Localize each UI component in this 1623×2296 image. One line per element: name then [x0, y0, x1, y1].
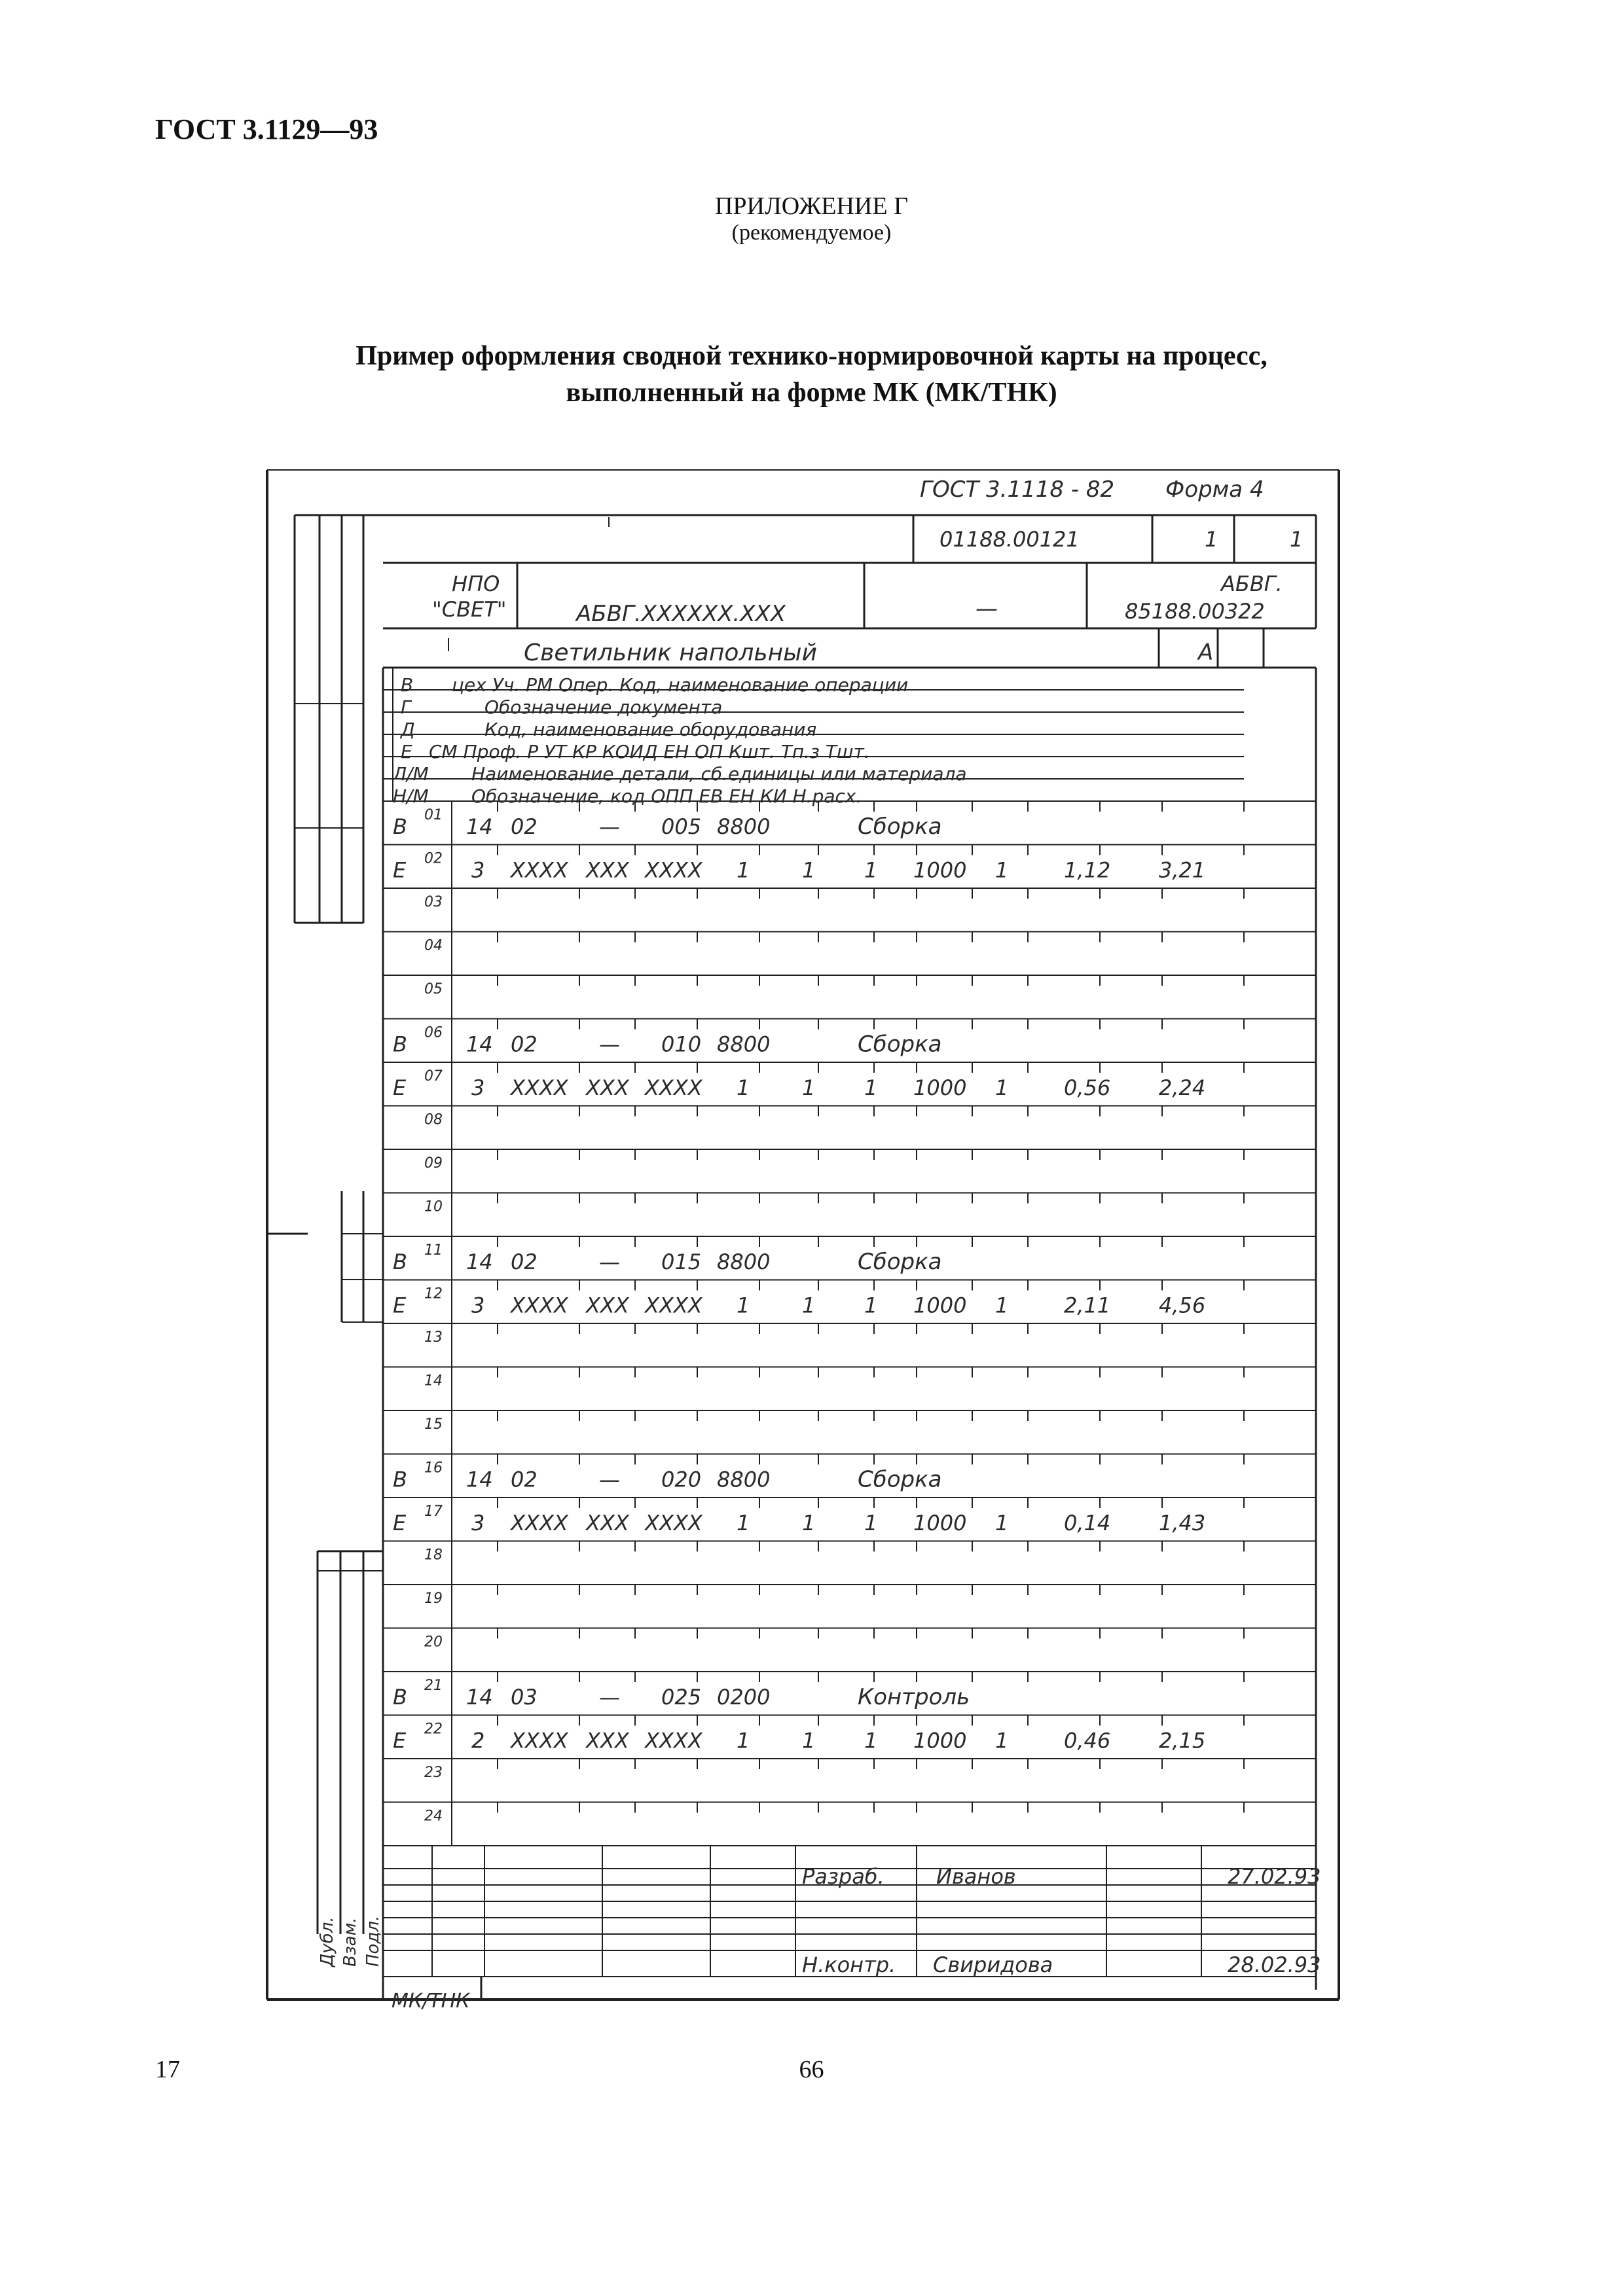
- norm-cell: 1,12: [1064, 857, 1111, 883]
- norm-cell: 1000: [913, 1728, 967, 1753]
- norm-cell: 4,56: [1159, 1293, 1206, 1318]
- row-number: 09: [424, 1155, 443, 1172]
- norm-cell: 1000: [913, 1293, 967, 1318]
- operation-cell: 14: [466, 814, 493, 839]
- row-number: 18: [424, 1547, 443, 1564]
- norm-cell: XXX: [586, 1293, 629, 1318]
- operation-cell: —: [599, 1249, 620, 1274]
- norm-cell: 1: [864, 1511, 878, 1535]
- norm-cell: 0,56: [1064, 1075, 1111, 1100]
- product-code-line2: 85188.00322: [1125, 599, 1265, 624]
- developer-role: Разраб.: [802, 1864, 884, 1889]
- operation-name: Сборка: [858, 1466, 942, 1493]
- row-code: Е: [393, 1728, 407, 1753]
- norm-cell: 2,24: [1159, 1075, 1206, 1100]
- norm-cell: XXX: [586, 1075, 629, 1100]
- form-label: Форма 4: [1165, 476, 1264, 503]
- norm-cell: 1: [802, 1293, 816, 1318]
- row-number: 21: [424, 1677, 443, 1694]
- operation-cell: 14: [466, 1031, 493, 1057]
- operation-cell: 020: [661, 1467, 702, 1492]
- row-number: 16: [424, 1460, 443, 1477]
- row-number: 06: [424, 1024, 443, 1041]
- legend-text: Обозначение, код ОПП ЕВ ЕН КИ Н.расх.: [471, 785, 862, 807]
- row-number: 17: [424, 1503, 443, 1520]
- row-number: 14: [424, 1372, 443, 1390]
- row-number: 15: [424, 1416, 443, 1433]
- row-number: 24: [424, 1808, 443, 1825]
- document-code: 01188.00121: [939, 527, 1080, 552]
- designation-dash: —: [976, 596, 998, 622]
- side-label-vzam: Взам.: [340, 1917, 360, 1967]
- operation-cell: 8800: [717, 1031, 771, 1057]
- form-footer-label: МК/ТНК: [392, 1990, 470, 2013]
- operation-name: Контроль: [858, 1684, 970, 1710]
- legend-code: В: [401, 674, 414, 696]
- norm-cell: 1000: [913, 1075, 967, 1100]
- norm-cell: 0,46: [1064, 1728, 1111, 1753]
- controller-name: Свиридова: [933, 1952, 1053, 1977]
- standard-number: ГОСТ 3.1129—93: [155, 113, 378, 145]
- norm-cell: XXXX: [511, 857, 568, 883]
- norm-cell: 3: [471, 1075, 485, 1100]
- operation-cell: 02: [511, 1031, 538, 1057]
- row-number: 11: [424, 1242, 443, 1259]
- operation-cell: 14: [466, 1685, 493, 1710]
- norm-cell: XXXX: [645, 1075, 702, 1100]
- appendix-note: (рекомендуемое): [731, 221, 892, 245]
- norm-cell: 1: [802, 1728, 816, 1753]
- row-number: 12: [424, 1285, 443, 1302]
- norm-cell: 1: [737, 1075, 750, 1100]
- norm-cell: 2,15: [1159, 1728, 1206, 1753]
- controller-role: Н.контр.: [802, 1952, 896, 1977]
- row-code: В: [393, 1685, 407, 1710]
- legend-text: Наименование детали, сб.единицы или материала: [471, 763, 967, 785]
- operation-cell: 025: [661, 1685, 702, 1710]
- operation-cell: 015: [661, 1249, 702, 1274]
- page-number: 66: [799, 2056, 824, 2083]
- norm-cell: XXXX: [511, 1075, 568, 1100]
- legend-code: Г: [401, 696, 411, 718]
- row-code: Е: [393, 1511, 407, 1535]
- row-number: 08: [424, 1111, 443, 1128]
- norm-cell: XXX: [586, 1728, 629, 1753]
- row-number: 20: [424, 1634, 443, 1651]
- norm-cell: 1: [737, 857, 750, 883]
- legend-text: Обозначение документа: [484, 696, 723, 718]
- side-label-podl: Подл.: [363, 1915, 383, 1967]
- appendix-title: ПРИЛОЖЕНИЕ Г: [714, 192, 909, 220]
- form-standard-ref: ГОСТ 3.1118 - 82: [920, 476, 1115, 503]
- operation-cell: 03: [511, 1685, 538, 1710]
- operation-cell: 8800: [717, 814, 771, 839]
- norm-cell: 1: [802, 1075, 816, 1100]
- norm-cell: XXXX: [645, 1293, 702, 1318]
- document-designation: АБВГ.XXXXXX.XXX: [576, 601, 786, 627]
- row-code: В: [393, 1031, 407, 1057]
- norm-cell: 1: [864, 1293, 878, 1318]
- legend-text: СМ Проф. Р УТ КР КОИД ЕН ОП Кшт. Тп.з Тшт.: [429, 741, 870, 762]
- legend-code: Е: [401, 741, 412, 762]
- product-code-line1: АБВГ.: [1221, 571, 1283, 596]
- operation-cell: 8800: [717, 1467, 771, 1492]
- row-number: 03: [424, 894, 443, 910]
- operation-cell: 010: [661, 1031, 702, 1057]
- row-code: Е: [393, 857, 407, 883]
- operation-cell: 14: [466, 1467, 493, 1492]
- norm-cell: XXX: [586, 1511, 629, 1535]
- controller-date: 28.02.93: [1228, 1952, 1321, 1977]
- row-number: 05: [424, 981, 443, 997]
- norm-cell: 1: [737, 1728, 750, 1753]
- organization-line1: НПО: [452, 571, 500, 596]
- operation-cell: 005: [661, 814, 702, 839]
- operation-cell: 02: [511, 1467, 538, 1492]
- row-number: 10: [424, 1198, 443, 1215]
- row-number: 02: [424, 850, 443, 867]
- operation-cell: —: [599, 1031, 620, 1057]
- legend-text: цех Уч. РМ Опер. Код, наименование операции: [452, 674, 909, 696]
- norm-cell: 1: [737, 1511, 750, 1535]
- norm-cell: 1: [995, 1511, 1009, 1535]
- operation-cell: —: [599, 814, 620, 839]
- developer-date: 27.02.93: [1228, 1864, 1321, 1889]
- row-code: В: [393, 1467, 407, 1492]
- row-number: 04: [424, 937, 443, 954]
- norm-cell: 1: [802, 857, 816, 883]
- norm-cell: XXX: [586, 857, 629, 883]
- norm-cell: XXXX: [511, 1728, 568, 1753]
- norm-cell: XXXX: [511, 1511, 568, 1535]
- sheets-total: 1: [1290, 527, 1304, 552]
- norm-cell: 1: [995, 857, 1009, 883]
- left-page-number: 17: [155, 2056, 180, 2083]
- norm-cell: XXXX: [645, 1728, 702, 1753]
- operation-name: Сборка: [858, 1031, 942, 1058]
- legend-code: Л/М: [393, 763, 429, 785]
- row-number: 13: [424, 1329, 443, 1346]
- row-number: 23: [424, 1765, 443, 1781]
- norm-cell: 1,43: [1159, 1511, 1206, 1535]
- letter: А: [1198, 639, 1214, 666]
- organization-line2: "СВЕТ": [432, 597, 507, 622]
- row-number: 22: [424, 1721, 443, 1738]
- norm-cell: XXXX: [645, 857, 702, 883]
- operation-cell: —: [599, 1467, 620, 1492]
- norm-cell: 1: [802, 1511, 816, 1535]
- operation-cell: —: [599, 1685, 620, 1710]
- row-number: 01: [424, 807, 443, 823]
- operation-cell: 14: [466, 1249, 493, 1274]
- norm-cell: 1: [995, 1075, 1009, 1100]
- norm-cell: 1: [864, 857, 878, 883]
- norm-cell: XXXX: [511, 1293, 568, 1318]
- legend-code: Н/М: [393, 785, 429, 807]
- operation-cell: 02: [511, 1249, 538, 1274]
- operation-cell: 0200: [717, 1685, 771, 1710]
- norm-cell: 1: [864, 1728, 878, 1753]
- row-code: Е: [393, 1293, 407, 1318]
- norm-cell: 1: [995, 1293, 1009, 1318]
- norm-cell: 2,11: [1064, 1293, 1111, 1318]
- norm-cell: 3: [471, 1293, 485, 1318]
- row-code: Е: [393, 1075, 407, 1100]
- example-title-line1: Пример оформления сводной технико-нормировочной карты на процесс,: [356, 341, 1267, 371]
- row-number: 07: [424, 1068, 443, 1085]
- norm-cell: 3,21: [1159, 857, 1206, 883]
- side-label-dubl: Дубл.: [318, 1916, 337, 1967]
- norm-cell: 1: [995, 1728, 1009, 1753]
- row-code: В: [393, 814, 407, 839]
- row-code: В: [393, 1249, 407, 1274]
- norm-cell: 1: [864, 1075, 878, 1100]
- norm-cell: 3: [471, 1511, 485, 1535]
- operation-name: Сборка: [858, 1249, 942, 1275]
- sheet-number: 1: [1205, 527, 1218, 552]
- operation-cell: 8800: [717, 1249, 771, 1274]
- operation-name: Сборка: [858, 814, 942, 840]
- legend-text: Код, наименование оборудования: [484, 719, 817, 740]
- example-title-line2: выполненный на форме МК (МК/ТНК): [566, 378, 1057, 408]
- legend-code: Д: [401, 719, 415, 740]
- developer-name: Иванов: [936, 1864, 1016, 1889]
- operation-cell: 02: [511, 814, 538, 839]
- product-name: Светильник напольный: [524, 639, 817, 666]
- norm-cell: 2: [471, 1728, 485, 1753]
- norm-cell: 1: [737, 1293, 750, 1318]
- row-number: 19: [424, 1590, 443, 1607]
- norm-cell: 1000: [913, 857, 967, 883]
- norm-cell: 0,14: [1064, 1511, 1111, 1535]
- norm-cell: 1000: [913, 1511, 967, 1535]
- norm-cell: XXXX: [645, 1511, 702, 1535]
- norm-cell: 3: [471, 857, 485, 883]
